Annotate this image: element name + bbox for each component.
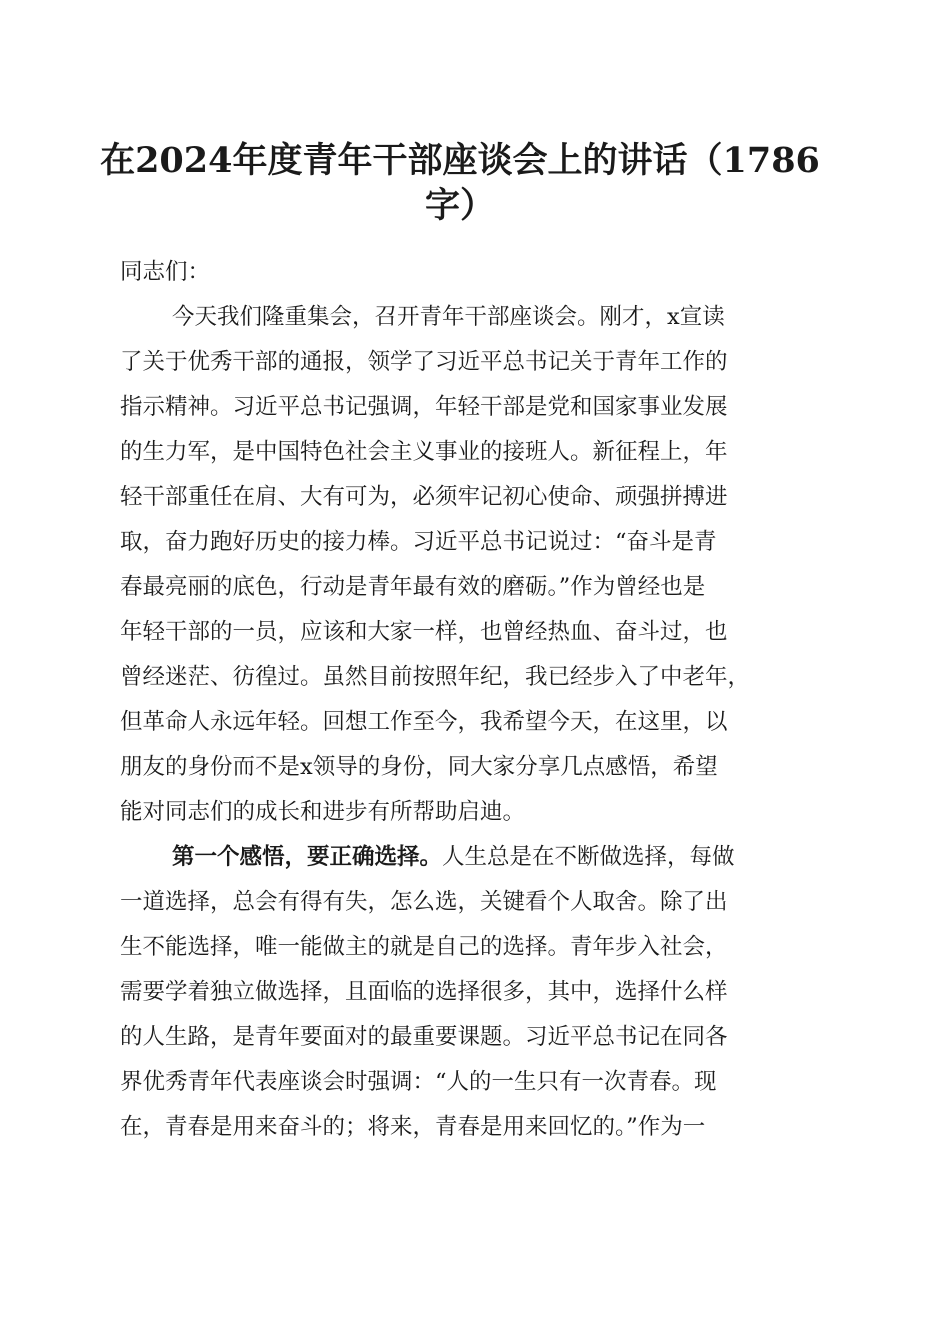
paragraph-line: 年轻干部的一员，应该和大家一样，也曾经热血、奋斗过，也	[120, 619, 728, 645]
paragraph-line: 指示精神。习近平总书记强调，年轻干部是党和国家事业发展	[120, 394, 728, 420]
paragraph-line: 取，奋力跑好历史的接力棒。习近平总书记说过：“奋斗是青	[120, 529, 717, 555]
paragraph-line: 生不能选择，唯一能做主的就是自己的选择。青年步入社会，	[120, 934, 728, 960]
paragraph-text: 人生总是在不断做选择，每做	[442, 844, 735, 870]
document-title	[100, 138, 820, 228]
section-heading: 第一个感悟，要正确选择。	[172, 844, 443, 870]
paragraph-line: 朋友的身份而不是x领导的身份，同大家分享几点感悟，希望	[120, 754, 718, 780]
paragraph-line: 在，青春是用来奋斗的；将来，青春是用来回忆的。”作为一	[120, 1114, 706, 1140]
paragraph-2	[120, 835, 832, 1150]
paragraph-line: 的生力军，是中国特色社会主义事业的接班人。新征程上，年	[120, 439, 728, 465]
paragraph-line: 了关于优秀干部的通报，领学了习近平总书记关于青年工作的	[120, 349, 728, 375]
paragraph-line: 轻干部重任在肩、大有可为，必须牢记初心使命、顽强拼搏进	[120, 484, 728, 510]
document-body	[120, 250, 832, 1150]
paragraph-line: 春最亮丽的底色，行动是青年最有效的磨砺。”作为曾经也是	[120, 574, 706, 600]
paragraph-1	[120, 295, 832, 835]
paragraph-line: 需要学着独立做选择，且面临的选择很多，其中，选择什么样	[120, 979, 728, 1005]
salutation: 同志们：	[120, 259, 211, 285]
title-line-1: 在2024年度青年干部座谈会上的讲话（1786	[100, 140, 820, 181]
paragraph-line: 能对同志们的成长和进步有所帮助启迪。	[120, 799, 526, 825]
paragraph-line: 但革命人永远年轻。回想工作至今，我希望今天，在这里，以	[120, 709, 728, 735]
paragraph-line: 界优秀青年代表座谈会时强调：“人的一生只有一次青春。现	[120, 1069, 717, 1095]
paragraph-line: 一道选择，总会有得有失，怎么选，关键看个人取舍。除了出	[120, 889, 728, 915]
title-line-2: 字）	[424, 185, 495, 226]
paragraph-line: 曾经迷茫、彷徨过。虽然目前按照年纪，我已经步入了中老年，	[120, 664, 751, 690]
paragraph-line: 今天我们隆重集会，召开青年干部座谈会。刚才，x宣读	[172, 304, 725, 330]
paragraph-line	[120, 835, 832, 880]
paragraph-line: 的人生路，是青年要面对的最重要课题。习近平总书记在同各	[120, 1024, 728, 1050]
